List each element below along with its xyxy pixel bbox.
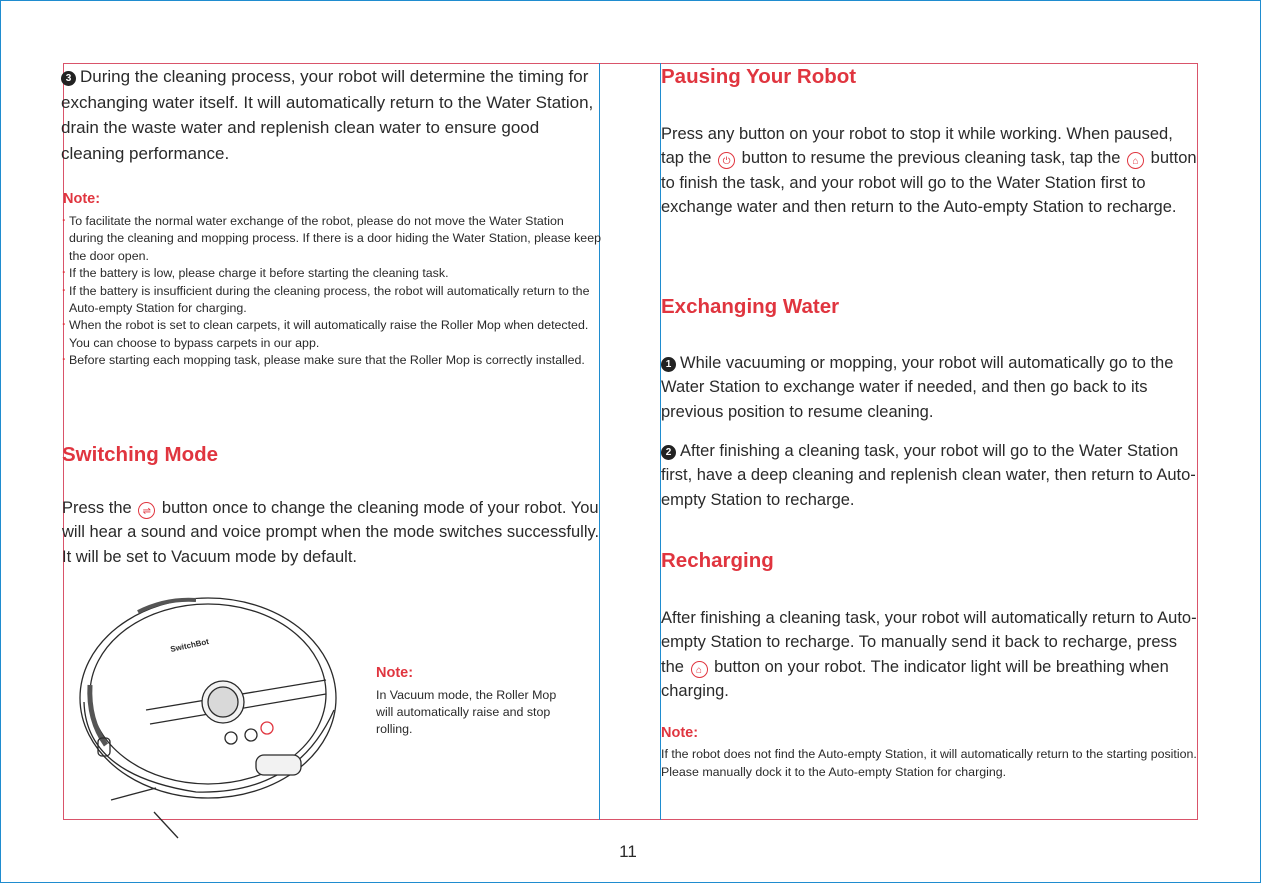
step1-badge: 1 (661, 357, 676, 372)
right-note-block (661, 725, 1199, 781)
robot-note-text: In Vacuum mode, the Roller Mop will automatically raise and stop rolling. (376, 688, 557, 736)
pausing-text-3: button to finish the task, and your robot will go to the Water Station first to exchange water and then return to the Auto-empty Station to recharge. (661, 149, 1197, 216)
switching-post-text: button once to change the cleaning mode of your robot. You will hear a sound and voice prompt when the mode switches successfully. It will be set to Vacuum mode by default. (62, 499, 600, 566)
step1-text: While vacuuming or mopping, your robot will automatically go to the Water Station to exchange water if needed, and then go back to its previous position to resume cleaning. (661, 354, 1174, 421)
note-item: · Before starting each mopping task, please make sure that the Roller Mop is correctly installed. (63, 352, 601, 369)
step2-paragraph (661, 439, 1199, 512)
recharging-paragraph (661, 606, 1199, 703)
left-note-list (63, 213, 601, 370)
step2-badge: 2 (661, 445, 676, 460)
note-item: · If the battery is insufficient during the cleaning process, the robot will automatically return to the Auto-empty Station for charging. (63, 283, 601, 318)
recharging-heading: Recharging (661, 549, 774, 572)
switching-mode-paragraph (62, 496, 602, 569)
note-item: · If the battery is low, please charge it before starting the cleaning task. (63, 265, 601, 282)
home-button-icon: ⌂ (691, 661, 708, 678)
mode-button-icon: ⇌ (138, 502, 155, 519)
recharging-text-1: After finishing a cleaning task, your robot will automatically return to Auto-empty Station to recharge. To manually send it back to recharge, press the (661, 609, 1197, 676)
recharging-text-2: button on your robot. The indicator light will be breathing when charging. (661, 657, 1169, 700)
right-note-title: Note: (661, 725, 699, 741)
switching-pre-text: Press the (62, 499, 132, 517)
exchanging-water-heading: Exchanging Water (661, 295, 840, 318)
left-note-title: Note: (63, 191, 101, 207)
step3-badge: 3 (61, 71, 76, 86)
step2-text: After finishing a cleaning task, your robot will go to the Water Station first, have a deep cleaning and replenish clean water, then return to Auto-empty Station to recharge. (661, 442, 1196, 509)
step3-text: During the cleaning process, your robot will determine the timing for exchanging water itself. It will automatically return to the Water Station, drain the waste water and replenish clean water to ensure good cleaning performance. (61, 67, 594, 163)
pausing-heading: Pausing Your Robot (661, 65, 857, 88)
pausing-text-2: button to resume the previous cleaning task, tap the (741, 149, 1121, 168)
pausing-paragraph (661, 122, 1199, 219)
column-guide-left (599, 63, 600, 820)
robot-illustration (76, 590, 346, 840)
step3-paragraph (61, 64, 601, 166)
left-note-block (63, 191, 601, 370)
step1-paragraph (661, 351, 1199, 424)
note-item: · When the robot is set to clean carpets, it will automatically raise the Roller Mop when detected. You can choose to bypass carpets in our app. (63, 317, 601, 352)
step3-block (61, 64, 601, 166)
page-number: 11 (619, 842, 637, 861)
power-button-icon: ⏻ (718, 152, 735, 169)
robot-brand-text: SwitchBot (169, 637, 210, 654)
robot-note-title: Note: (376, 665, 414, 681)
right-note-text: If the robot does not find the Auto-empty Station, it will automatically return to the starting position. Please manually dock it to the Auto-empty Station for charging. (661, 747, 1197, 779)
switching-mode-heading: Switching Mode (62, 443, 219, 466)
pausing-text-1: Press any button on your robot to stop it while working. When paused, tap the (661, 125, 1173, 168)
robot-note-block (376, 665, 576, 738)
home-button-icon: ⌂ (1127, 152, 1144, 169)
note-item: · To facilitate the normal water exchange of the robot, please do not move the Water Station during the cleaning and mopping process. If there is a door hiding the Water Station, please keep the door open. (63, 213, 601, 265)
